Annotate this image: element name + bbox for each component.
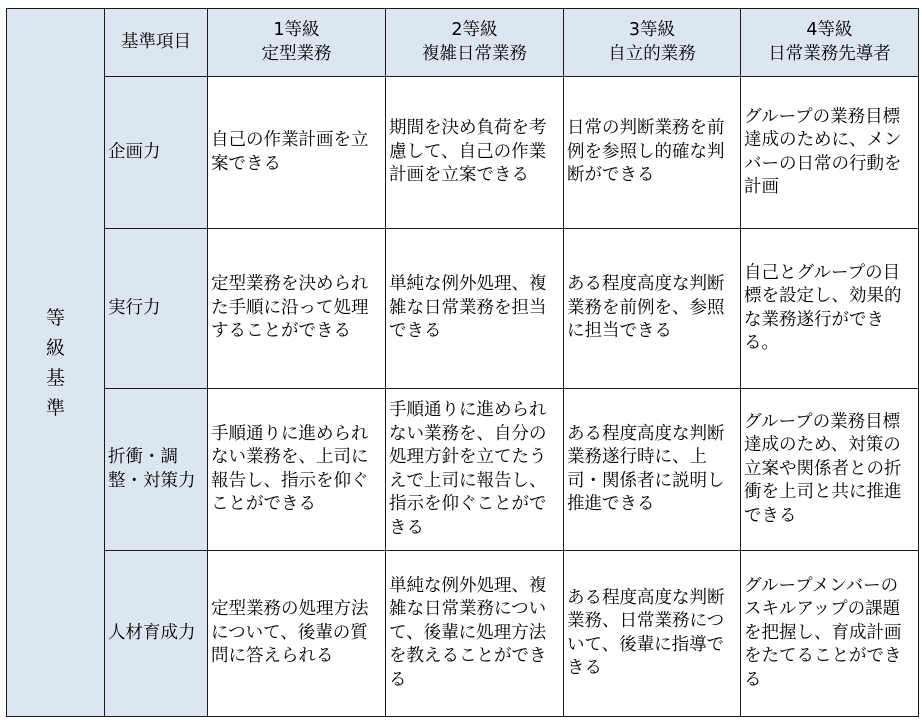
- grade-header-3: [564, 9, 741, 77]
- table-cell: 手順通りに進められない業務を、自分の処理方針を立てたうえで上司に報告し、指示を仰ぐことができる: [386, 389, 564, 551]
- criterion-cell: 企画力: [105, 77, 208, 229]
- criterion-cell: 実行力: [105, 229, 208, 389]
- table-cell: ある程度高度な判断業務を前例を、参照に担当できる: [564, 229, 741, 389]
- criterion-cell: 人材育成力: [105, 551, 208, 717]
- table-row: [7, 389, 919, 551]
- table-cell: 期間を決め負荷を考慮して、自己の作業計画を立案できる: [386, 77, 564, 229]
- grade-level: 1等級: [273, 20, 320, 40]
- criteria-header-cell: [105, 9, 208, 77]
- grade-level: 2等級: [451, 20, 498, 40]
- table-cell: 単純な例外処理、複雑な日常業務を担当できる: [386, 229, 564, 389]
- grade-header-4: [741, 9, 919, 77]
- table-cell: グループの業務目標達成のために、メンバーの日常の行動を計画: [741, 77, 919, 229]
- table-row: [7, 229, 919, 389]
- header-row: [7, 9, 919, 77]
- grade-level: 3等級: [628, 20, 676, 40]
- criteria-header: 基準項目: [121, 31, 191, 52]
- table-cell: 定型業務を決められた手順に沿って処理することができる: [208, 229, 386, 389]
- grade-header-1: [208, 9, 386, 77]
- table-row: [7, 77, 919, 229]
- table-cell: ある程度高度な判断業務遂行時に、上司・関係者に説明し推進できる: [564, 389, 741, 551]
- table-cell: 定型業務の処理方法について、後輩の質問に答えられる: [208, 551, 386, 717]
- grade-criteria-table: [6, 8, 919, 717]
- table-cell: グループの業務目標達成のため、対策の立案や関係者との折衝を上司と共に推進できる: [741, 389, 919, 551]
- table-cell: 日常の判断業務を前例を参照し的確な判断ができる: [564, 77, 741, 229]
- grade-name: 日常業務先導者: [768, 43, 891, 64]
- grade-name: 自立的業務: [608, 43, 696, 64]
- side-label: 等級基準: [45, 306, 65, 419]
- table-cell: 自己の作業計画を立案できる: [208, 77, 386, 229]
- grade-level: 4等級: [806, 20, 853, 40]
- table-row: [7, 551, 919, 717]
- table-cell: グループメンバーのスキルアップの課題を把握し、育成計画をたてることができる: [741, 551, 919, 717]
- grade-name: 定型業務: [261, 43, 332, 64]
- table-cell: ある程度高度な判断業務、日常業務について、後輩に指導できる: [564, 551, 741, 717]
- side-label-cell: [7, 9, 105, 717]
- grade-header-2: [386, 9, 564, 77]
- table-cell: 自己とグループの目標を設定し、効果的な業務遂行ができる。: [741, 229, 919, 389]
- table-cell: 手順通りに進められない業務を、上司に報告し、指示を仰ぐことができる: [208, 389, 386, 551]
- table-cell: 単純な例外処理、複雑な日常業務について、後輩に処理方法を教えることができる: [386, 551, 564, 717]
- criterion-cell: 折衝・調整・対策力: [105, 389, 208, 551]
- grade-name: 複雑日常業務: [422, 43, 527, 64]
